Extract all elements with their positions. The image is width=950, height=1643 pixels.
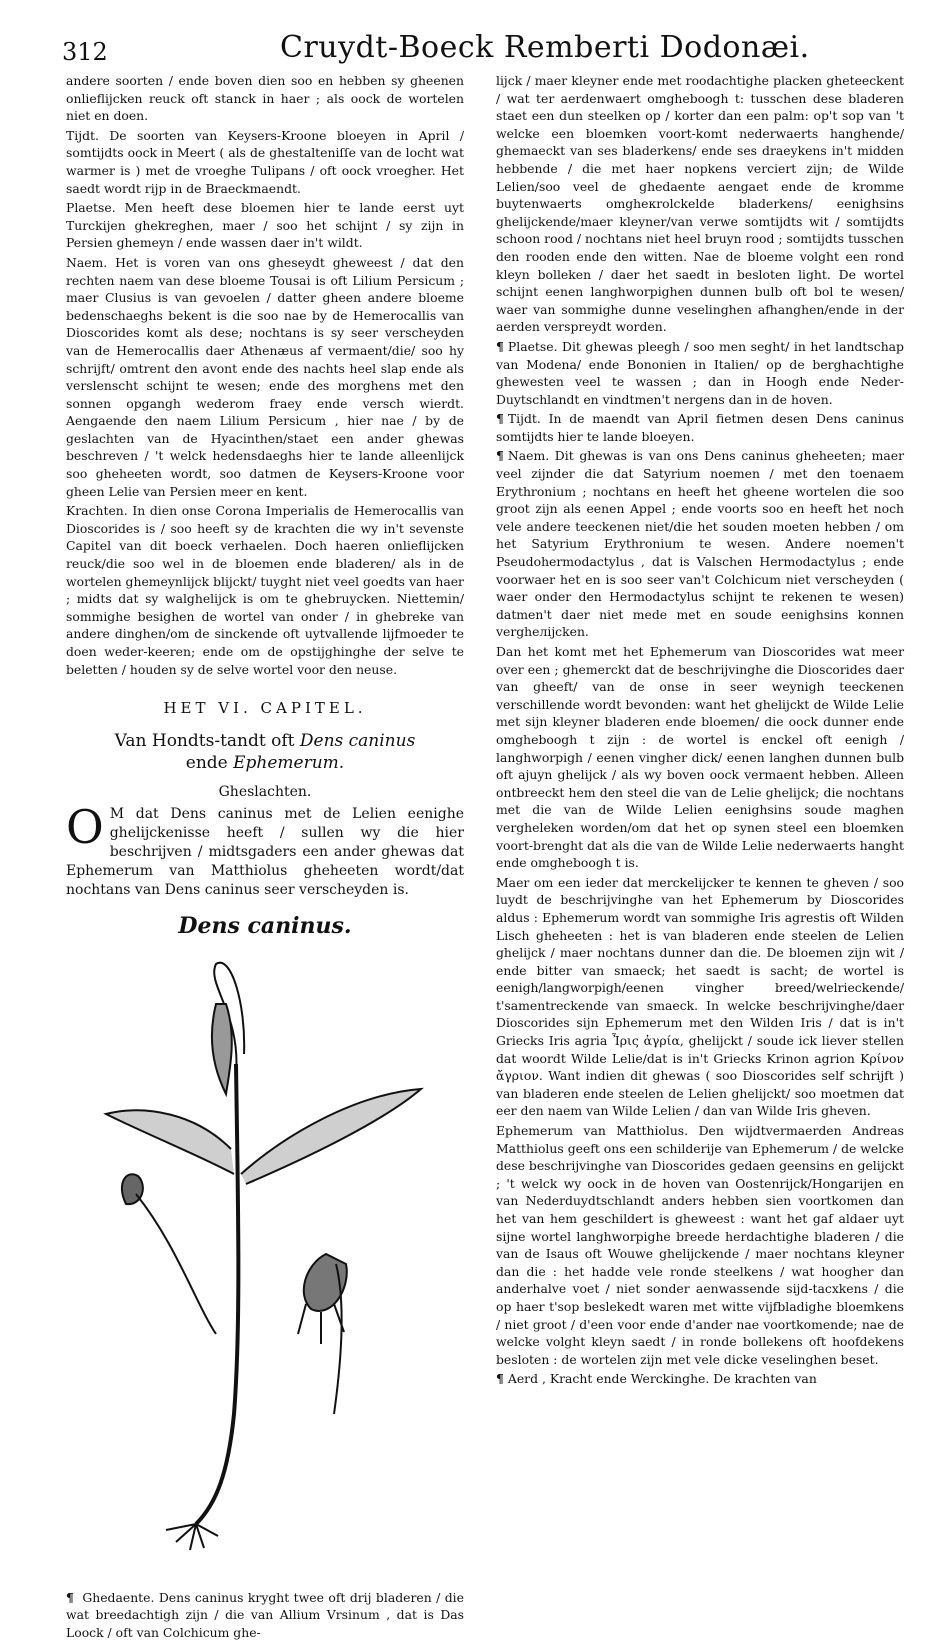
paragraph-text: Aerd , Kracht ende Werckinghe. De krachten van: [507, 1371, 817, 1387]
plant-label: Dens caninus.: [178, 913, 352, 940]
paragraph: [496, 1370, 904, 1388]
chapter-title-italic: Dens caninus: [299, 730, 416, 751]
chapter-title-italic: Ephemerum.: [233, 752, 345, 773]
chapter-title-text: Van Hondts-tandt oft: [114, 730, 295, 751]
paragraph-mark-icon: ¶: [66, 1589, 74, 1605]
paragraph-text: Plaetse. Dit ghewas pleegh / soo men seght/ in het landtschap van Modena/ ende Bononien in Italien/ op de berghachtighe ghewesten veel te wassen ; dan in Hoogh ende Neder-Duytschlandt en vindtmen't nergens dan in de hoven.: [496, 338, 904, 407]
paragraph: lijck / maer kleyner ende met roodachtighe placken gheteeckent / wat ter aerdenwaert omgheboogh t: tusschen dese bladeren staet een dun steelken op / korter dan een palm: op't sop van 't welcke een bloemken voort-komt nederwaerts hanghende/ ghemaeckt van ses bladerkens/ ende ses draeykens in't midden hebbende / die met haer nopkens verciert zijn; de Wilde Lelien/soo veel de ghedaente aengaet ende de kromme buytenwaerts omgheкrolckelde bladerkens/ eenighsins ghelijckende/maer kleyner/van verwe somtijdts wit / somtijdts schoon rood / nochtans niet heel bruyn rood ; somtijdts tusschen den rooden ende den witten. Nae de bloeme volght een rond kleyn bolleken / daer het saedt in besloten light. De wortel schijnt eenen langhworpighen dunnen bulb oft bol te wesen/ waer van sommighe dunne veselinghen afhanghen/ende in der aerden verspreydt worden.: [496, 73, 904, 335]
paragraph: Tijdt. De soorten van Keysers-Kroone bloeyen in April / somtijdts oock in Meert ( als de ghestalteniſſe van de locht wat warmer is ) met de vroeghe Tulipans / oft oock vroegher. Het saedt wordt rijp in de Braeckmaendt.: [66, 127, 464, 196]
paragraph: [496, 338, 904, 408]
paragraph-mark-icon: ¶: [496, 1371, 504, 1387]
running-head: Cruydt-Boeck Remberti Dodonæi.: [280, 30, 810, 65]
drop-cap: O: [66, 800, 104, 855]
paragraph: [66, 1589, 464, 1642]
right-column: [496, 72, 904, 1390]
paragraph: andere soorten / ende boven dien soo en hebben sy gheenen onlieflijcken reuck oft stanck in haer ; als oock de wortelen niet en doen.: [66, 73, 464, 124]
chapter-title-text: ende: [185, 752, 228, 773]
paragraph-text: Ghedaente. Dens caninus kryght twee oft drij bladeren / die wat breedachtigh zijn / die van Allium Vrsinum , dat is Das Loock / oft van Colchicum ghe-: [66, 1589, 464, 1640]
opening-text: M dat Dens caninus met de Lelien eenighe ghelijckenisse heeft / sullen wy die hier beschrijven / midtsgaders een ander ghewas dat Ephemerum van Matthiolus gheheeten wordt/dat nochtans van Dens caninus seer verscheyden is.: [66, 806, 464, 899]
paragraph: Naem. Het is voren van ons gheseydt gheweest / dat den rechten naem van dese bloeme Tousai is oft Lilium Persicum ; maer Clusius is van gevoelen / datter gheen andere bloeme bedenschaeghs bekent is die soo nae by de Hemerocallis van Dioscorides komt als dese; nochtans is sy seer verscheyden van de Hemerocallis daer Athenæus af vermaent/die/ soo hy schrijft/ omtrent den avont ende des nachts heel slap ende als verslenscht schijnt te wesen; ende des morghens met den sonnen opgangh wederom fraey ende versch wierdt. Aengaende den naem Lilium Persicum , hier nae / by de geslachten van de Hyacinthen/staet een ander ghewas beschreven / 't welck hedensdaeghs hier te lande alleenlijck soo gheheeten wordt, soo datmen de Keysers-Kroone voor gheen Lelie van Persien meer en kent.: [66, 254, 464, 499]
paragraph: [496, 410, 904, 445]
chapter-heading: HET VI. CAPITEL.: [163, 699, 367, 718]
left-column: [66, 72, 464, 1643]
dens-caninus-illustration: [66, 944, 464, 1584]
paragraph: Ephemerum van Matthiolus. Den wijdtvermaerden Andreas Matthiolus geeft ons een schilderije van Ephemerum / de welcke dese beschrijvinghe van Dioscorides gedaen geensins en gelijckt ; 't welck wy oock in de hoven van Oostenrijck/Hongarijen en van Nederduydtschlandt anders hebben sien voortkomen dan het van hem geschildert is gheweest : want het gaf aldaer uyt sijne wortel langhworpighe breede herdachtighe bladeren / die van de Isaus oft Wouwe ghelijckende / maer nochtans kleyner dan die : het hadde vele ronde steelkens / wat hoogher dan anderhalve voet / niet sonder aenwassende sijd-tacxkens / die op haer t'sop beslekedt waren met witte vijfbladighe bloemkens / niet groot / d'een voor ende d'ander nae voortkomende; nae de welcke volght kleyn saedt / in ronde bollekens oft hoofdekens besloten : de wortelen zijn met vele dicke veselinghen beset.: [496, 1123, 904, 1367]
paragraph: Krachten. In dien onse Corona Imperialis de Hemerocallis van Dioscorides is / soo heeft sy de krachten die wy in't sevenste Capitel van dit boeck verhaelen. Doch haeren onlieflijcken reuck/die soo wel in de bloemen ende bladeren/ als in de wortelen ghemeynlijck blijckt/ tuyght niet veel goedts van haer ; midts dat sy walghelijck is om te ghebruycken. Niettemin/ sommighe besighen de wortel van onder / in ghebreke van andere dinghen/om de sinckende oft uytvallende lijfmoeder te doen weder-keeren; ende om de opstijghinghe der selve te beletten / houden sy de selve wortel voor den neuse.: [66, 503, 464, 677]
paragraph-text: Naem. Dit ghewas is van ons Dens caninus gheheeten; maer veel zijnder die dat Satyrium noemen / met den toenaem Erythronium ; nochtans en heeft het gheene wortelen die soo groot zijn als eenen Appel ; ende voorts soo en heeft het noch vele andere teeckenen niet/die het souden moeten hebben / om het Satyrium Erythronium te wesen. Andere noemen't Pseudohermodactylus , dat is Valschen Hermodactylus ; ende voorwaer het en is soo seer van't Colchicum niet verscheyden ( waer onder den Hermodactylus schijnt te rekenen te wesen) datmen't daer niet mede met en soude eenighsins konnen vergheлijcken.: [496, 448, 904, 640]
paragraph-mark-icon: ¶: [496, 338, 504, 354]
chapter-title: [66, 730, 464, 774]
paragraph: Maer om een ieder dat merckelijcker te kennen te gheven / soo luydt de beschrijvinghe van het Ephemerum by Dioscorides aldus : Ephemerum wordt van sommighe Iris agrestis oft Wilden Lisch gheheeten : het is van bladeren ende steelen de Lelien ghelijck / maer nochtans dunner dan die. De bloemen zijn wit / ende bitter van smaeck; het saedt is sacht; de wortel is eenigh/langworpigh/eenen vingher breed/welrieckende/ t'samentreckende van smaeck. In welcke beschrijvinghe/daer Dioscorides sijn Ephemerum met den Wilden Iris / dat is in't Griecks Iris agria Ἶρις ἀγρία, ghelijckt / soude ick liever stellen dat woordt Wilde Lelie/dat is in't Griecks Krinon agrion Κρίνον ἄγριον. Want indien dit ghewas ( soo Dioscorides self schrijft ) van bladeren ende steelen de Lelien ghelijckt/ soo moetmen dat eer den naem van Wilde Lelien / dan van Wilde Iris gheven.: [496, 874, 904, 1119]
paragraph: [496, 447, 904, 641]
section-heading: Gheslachten.: [218, 783, 312, 800]
page-number: 312: [62, 38, 108, 66]
paragraph-text: Tijdt. In de maendt van April fietmen desen Dens caninus somtijdts hier te lande bloeyen.: [496, 411, 904, 444]
paragraph-mark-icon: ¶: [496, 448, 504, 464]
paragraph-mark-icon: ¶: [496, 411, 504, 427]
paragraph: Dan het komt met het Ephemerum van Dioscorides wat meer over een ; ghemerckt dat de beschrijvinghe die Dioscorides daer van gheeft/ van de onse in seer weynigh teeckenen verschillende wordt bevonden: want het ghelijckt de Wilde Lelie met sijn kleyner bladeren ende bloemen/ die oock dunner ende omgheboogh t zijn : de wortel is enckel oft eenigh / langhworpigh / eenen vingher dick/ eenen langhen dunnen bulb oft ajuyn ghelijck / als wy boven oock vermaent hebben. Alleen ontbreeckt hem den steel die van de Lelie ghelijck; die nochtans met die van de Wilde Lelien eenighsins soude maghen vergheleken worden/om dat het op synen steel een bloemken voort-brenght dat als die van de Wilde Lelie nederwaerts hanght ende omgheboogh t is.: [496, 644, 904, 871]
opening-paragraph: [66, 800, 464, 900]
paragraph: Plaetse. Men heeft dese bloemen hier te lande eerst uyt Turckijen ghekreghen, maer / soo het schijnt / sy zijn in Persien ghemeyn / ende wassen daer in't wildt.: [66, 200, 464, 251]
